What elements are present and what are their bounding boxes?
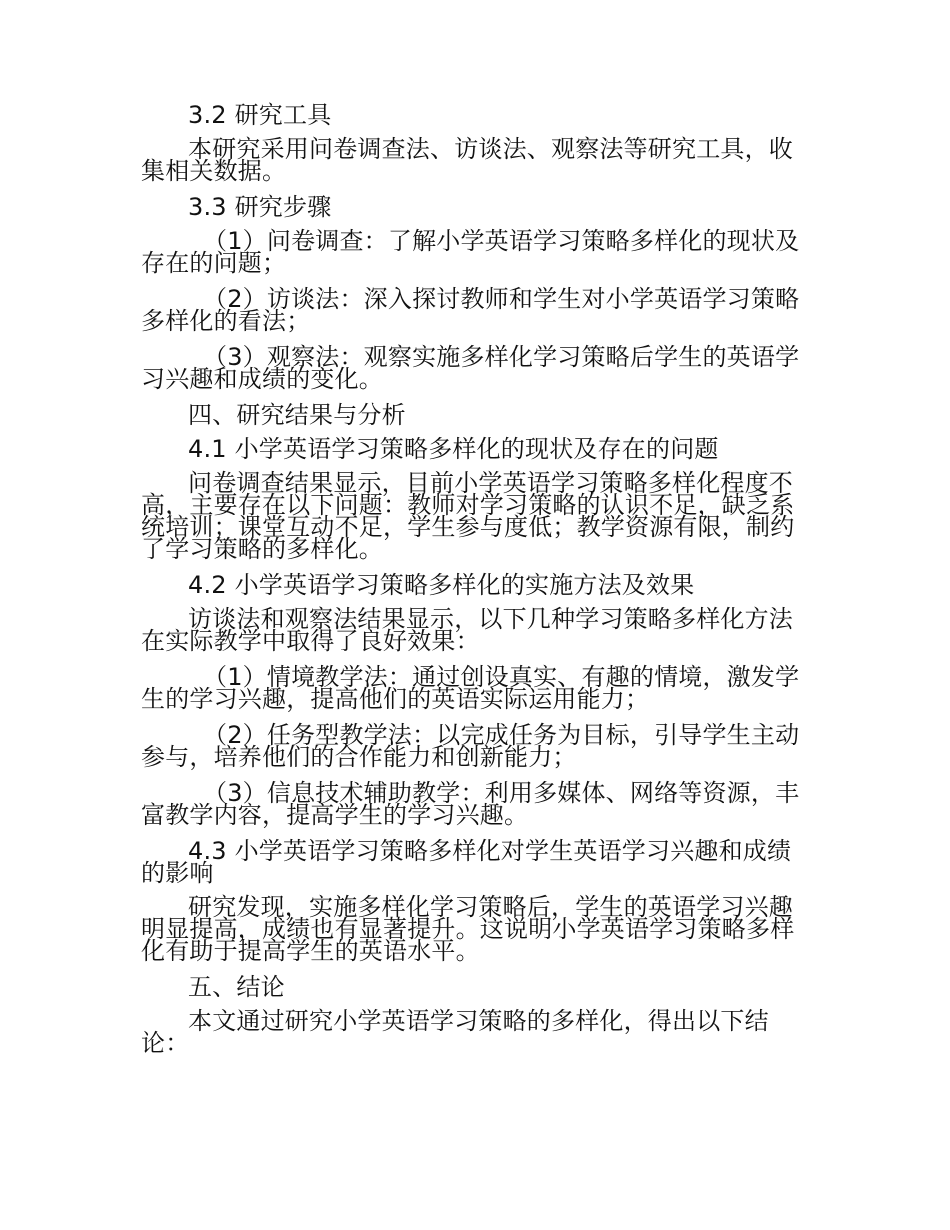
chapter-heading-4: 四、研究结果与分析 — [188, 401, 406, 429]
paragraph-research-tools: 本研究采用问卷调查法、访谈法、观察法等研究工具，收集相关数据。 — [141, 135, 793, 185]
section-heading-4-2: 4.2 小学英语学习策略多样化的实施方法及效果 — [188, 571, 695, 599]
paragraph-conclusion-intro: 本文通过研究小学英语学习策略的多样化，得出以下结论： — [141, 1007, 769, 1057]
list-item-interview: （2）访谈法：深入探讨教师和学生对小学英语学习策略多样化的看法； — [141, 285, 800, 335]
section-heading-3-2: 3.2 研究工具 — [188, 101, 332, 129]
list-item-it-assisted-teaching: （3）信息技术辅助教学：利用多媒体、网络等资源，丰富教学内容，提高学生的学习兴趣。 — [141, 779, 800, 829]
list-item-situational-teaching: （1）情境教学法：通过创设真实、有趣的情境，激发学生的学习兴趣，提高他们的英语实际运用能力； — [141, 663, 800, 713]
list-item-task-based-teaching: （2）任务型教学法：以完成任务为目标，引导学生主动参与，培养他们的合作能力和创新能力； — [141, 721, 800, 771]
chapter-heading-5: 五、结论 — [188, 973, 285, 1001]
section-heading-4-1: 4.1 小学英语学习策略多样化的现状及存在的问题 — [188, 435, 719, 463]
paragraph-methods-results: 访谈法和观察法结果显示，以下几种学习策略多样化方法在实际教学中取得了良好效果： — [141, 605, 793, 655]
section-heading-4-3: 4.3 小学英语学习策略多样化对学生英语学习兴趣和成绩的影响 — [141, 837, 792, 887]
paragraph-survey-results: 问卷调查结果显示，目前小学英语学习策略多样化程度不高，主要存在以下问题：教师对学习策略的认识不足，缺乏系统培训；课堂互动不足，学生参与度低；教学资源有限，制约了学习策略的多样化。 — [141, 469, 795, 563]
list-item-questionnaire: （1）问卷调查：了解小学英语学习策略多样化的现状及存在的问题； — [141, 227, 800, 277]
paragraph-findings: 研究发现，实施多样化学习策略后，学生的英语学习兴趣明显提高，成绩也有显著提升。这说明小学英语学习策略多样化有助于提高学生的英语水平。 — [141, 893, 795, 965]
document-body — [141, 101, 813, 1068]
section-heading-3-3: 3.3 研究步骤 — [188, 193, 332, 221]
list-item-observation: （3）观察法：观察实施多样化学习策略后学生的英语学习兴趣和成绩的变化。 — [141, 343, 800, 393]
